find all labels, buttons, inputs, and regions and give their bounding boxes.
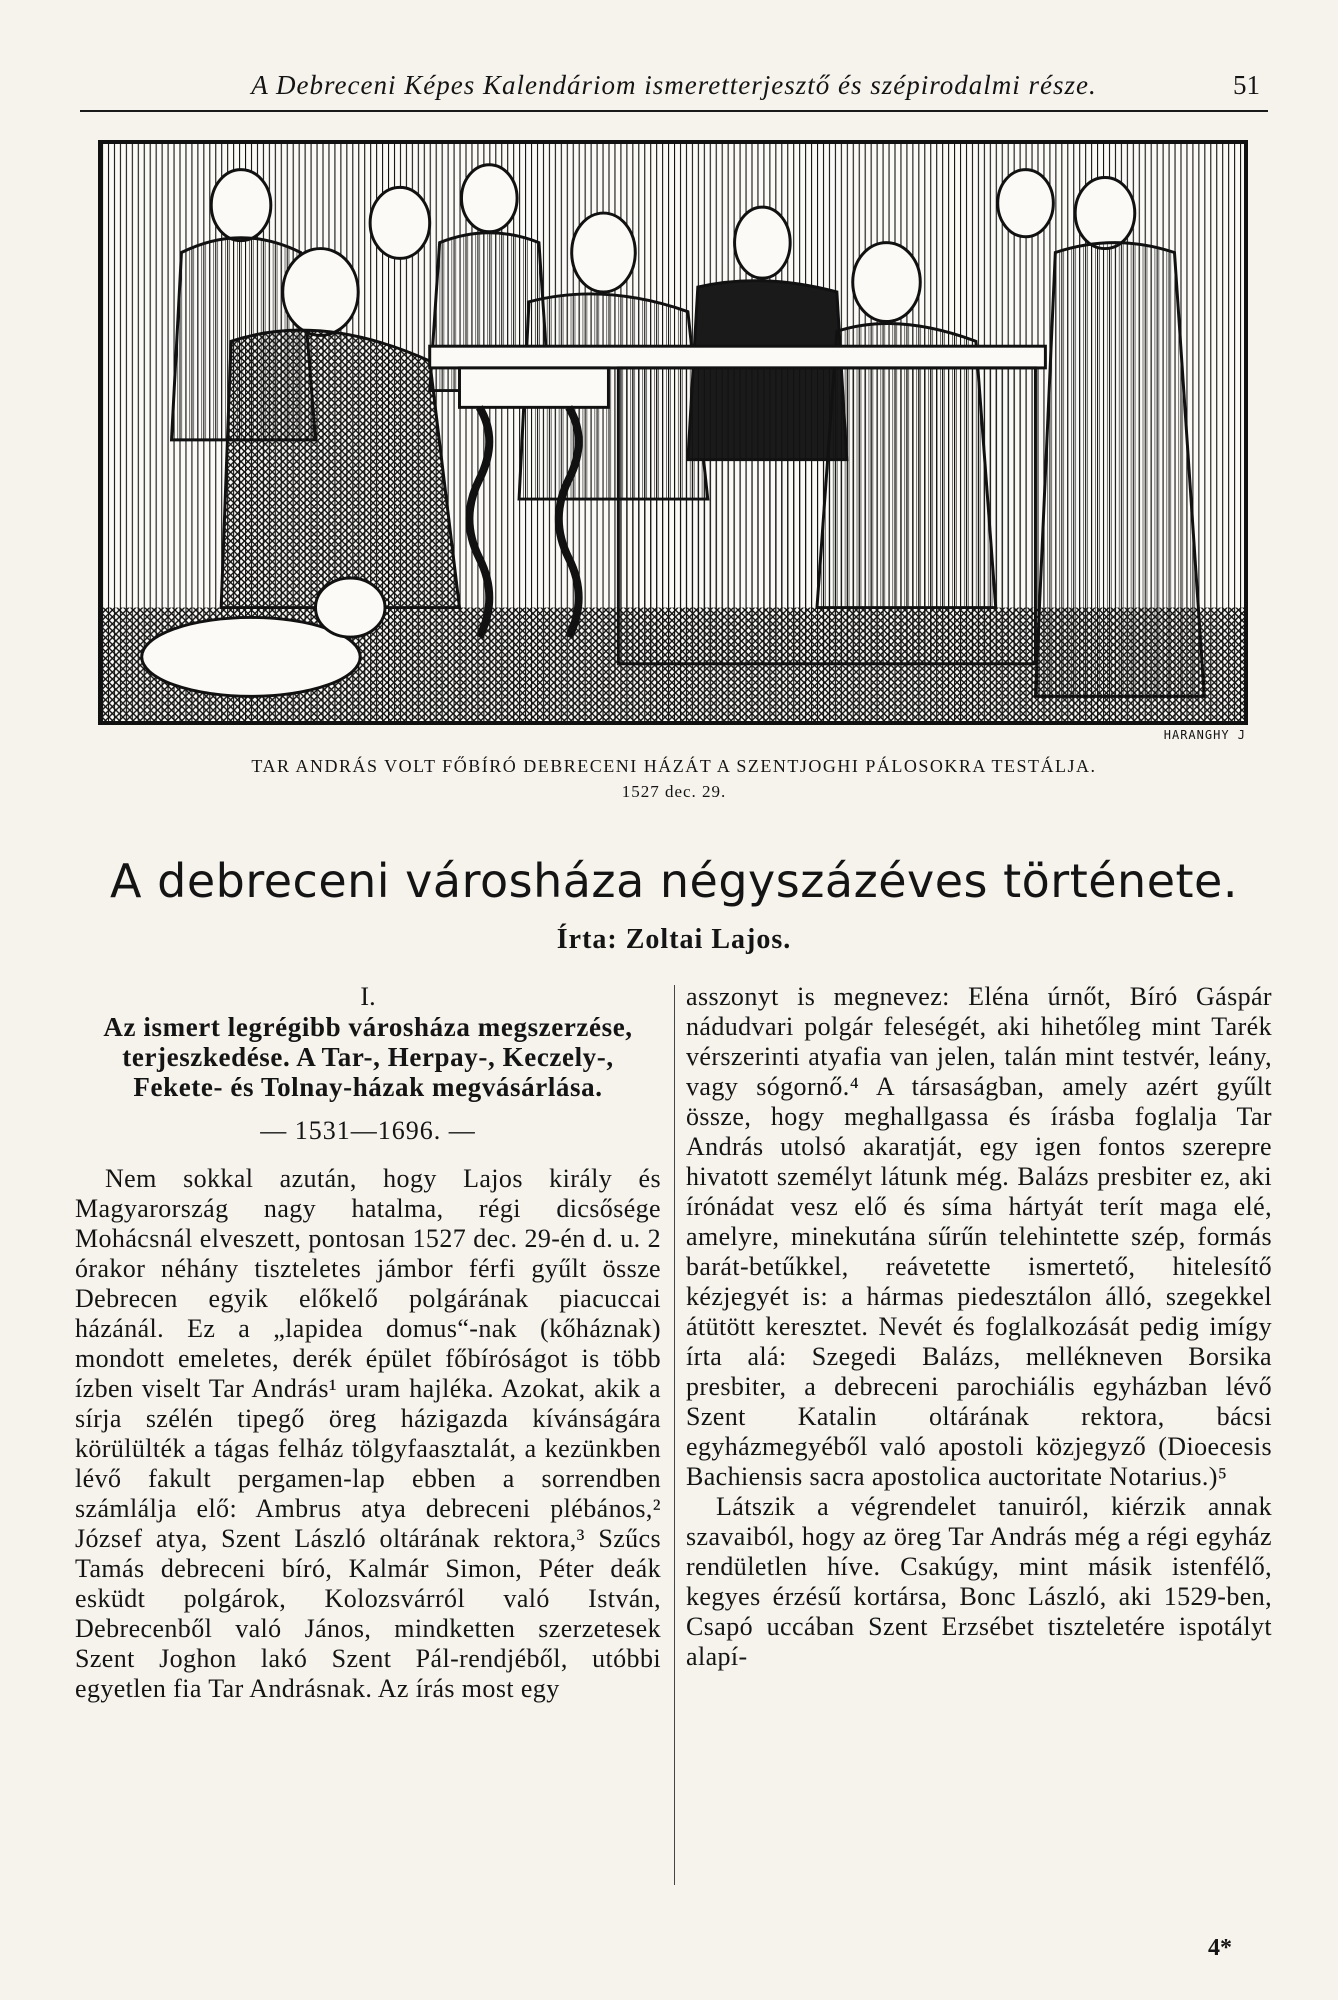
right-paragraph-1: asszonyt is megnevez: Eléna úrnőt, Bíró Gáspár nádudvari polgár feleségét, aki hihetőleg mint Tarék vérszerinti atyafia van jelen, talán mint testvér, leány, vagy sógornő.⁴ A társaságban, amely azért gyűlt össze, hogy meghallgassa és írásba foglalja Tar András utolsó akaratját, egy igen fontos szerepre hivatott személyt látunk még. Balázs presbiter ez, aki írónádat vesz elő és síma hártyát terít maga elé, amelyre, minekutána sűrűn telehintette szép, formás barát-betűkkel, reávetette ismertető, hitelesítő kézjegyét is: a hármas piedesztálon álló, szegekkel átütött keresztet. Nevét és foglalkozását pedig imígy írta alá: Szegedi Balázs, mellékneven Borsika presbiter, a debreceni parochiális egyházban lévő Szent Katalin oltárának rektora, bácsi egyházmegyéből való apostoli közjegyző (Dioecesis Bachiensis sacra apostolica auctoritate Notarius.)⁵ (686, 982, 1272, 1491)
page-number: 51 (1233, 70, 1260, 100)
section-number: I. (360, 982, 376, 1011)
section-years: — 1531—1696. — (260, 1116, 476, 1145)
illustration-caption: TAR ANDRÁS VOLT FŐBÍRÓ DEBRECENI HÁZÁT A SZENTJOGHI PÁLOSOKRA TESTÁLJA. (251, 756, 1097, 776)
running-header (80, 62, 1268, 112)
artist-signature: HARANGHY J (1163, 728, 1246, 742)
woodcut-drawing (102, 144, 1244, 721)
right-paragraph-2: Látszik a végrendelet tanuiról, kiérzik annak szavaiból, hogy az öreg Tar András még a régi egyház rendületlen híve. Csakúgy, mint másik istenfélő, kegyes érzésű kortársa, Bonc László, aki 1529-ben, Csapó uccában Szent Erzsébet tiszteletére ispotályt alapí- (686, 1492, 1272, 1671)
left-paragraph: Nem sokkal azután, hogy Lajos király és Magyarország nagy hatalma, régi dicsősége Mohácsnál elveszett, pontosan 1527 dec. 29-én d. u. 2 órakor néhány tiszteletes jámbor férfi gyűlt össze Debrecen egyik előkelő polgárának piacuccai házánál. Ez a „lapidea domus“-nak (kőháznak) mondott emeletes, derék épület főbíróságot is több ízben viselt Tar András¹ uram hajléka. Azokat, akik a sírja szélén tipegő öreg házigazda kívánságára körülülték a tágas felház tölgyfaasztalát, a kezünkben lévő fakult pergamen-lap ebben a sorrendben számlálja elő: Ambrus atya debreceni plébános,² József atya, Szent László oltárának rektora,³ Szűcs Tamás debreceni bíró, Kalmár Simon, Péter deák esküdt polgárok, Kolozsvárról való István, Debrecenből való János, mindketten szerzetesek Szent Joghon lakó Szent Pál-rendjéből, utóbbi egyetlen fia Tar Andrásnak. Az írás most egy (75, 1164, 661, 1703)
illustration-caption-date: 1527 dec. 29. (621, 782, 727, 801)
article-title: A debreceni városháza négyszázéves története. (110, 854, 1238, 908)
section-heading: Az ismert legrégibb városháza megszerzése, terjeszkedése. A Tar-, Herpay-, Keczely-, Fekete- és Tolnay-házak megvásárlása. (103, 1012, 633, 1102)
article-byline: Írta: Zoltai Lajos. (556, 924, 792, 955)
woodcut-illustration (98, 140, 1248, 725)
running-title: A Debreceni Képes Kalendáriom ismeretterjesztő és szépirodalmi része. (251, 70, 1097, 100)
signature-mark: 4* (1208, 1935, 1232, 1961)
left-column (75, 982, 661, 1704)
right-column (686, 982, 1272, 1672)
column-divider (674, 985, 675, 1885)
